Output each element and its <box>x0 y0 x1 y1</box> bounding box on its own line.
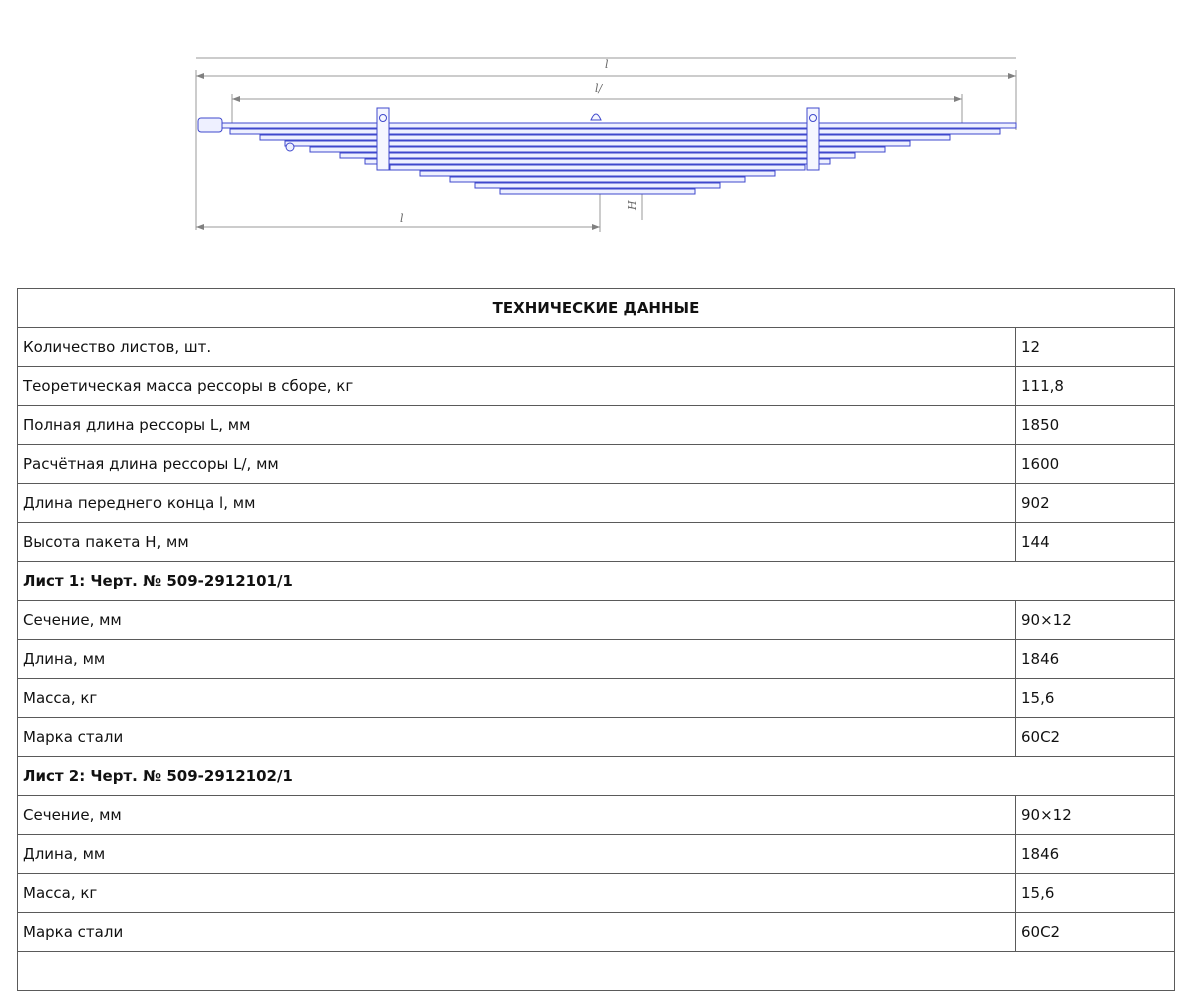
leaf-spring-svg <box>190 50 1020 240</box>
row-value: 1846 <box>1016 835 1175 874</box>
dim-label-design-length: l/ <box>595 82 603 95</box>
row-label: Количество листов, шт. <box>18 328 1016 367</box>
row-value: 90×12 <box>1016 601 1175 640</box>
row-label: Длина переднего конца l, мм <box>18 484 1016 523</box>
table-row <box>18 679 1175 718</box>
row-label: Длина, мм <box>18 835 1016 874</box>
row-value: 1850 <box>1016 406 1175 445</box>
row-value: 144 <box>1016 523 1175 562</box>
dim-label-height: H <box>626 200 639 210</box>
row-label: Сечение, мм <box>18 796 1016 835</box>
table-row <box>18 601 1175 640</box>
technical-data-table <box>17 288 1175 991</box>
row-value: 90×12 <box>1016 796 1175 835</box>
row-value: 902 <box>1016 484 1175 523</box>
row-label: Длина, мм <box>18 640 1016 679</box>
table-row <box>18 367 1175 406</box>
row-label: Масса, кг <box>18 874 1016 913</box>
next-section-row <box>18 952 1175 991</box>
row-value: 111,8 <box>1016 367 1175 406</box>
section-heading-row <box>18 757 1175 796</box>
row-label: Высота пакета H, мм <box>18 523 1016 562</box>
row-value: 15,6 <box>1016 874 1175 913</box>
table-row <box>18 874 1175 913</box>
row-value: 12 <box>1016 328 1175 367</box>
table-row <box>18 484 1175 523</box>
row-label: Марка стали <box>18 718 1016 757</box>
row-label: Сечение, мм <box>18 601 1016 640</box>
table-row-partial <box>18 952 1175 991</box>
dim-label-total-length: l <box>605 58 609 71</box>
table-row <box>18 640 1175 679</box>
row-value: 15,6 <box>1016 679 1175 718</box>
row-value: 60С2 <box>1016 718 1175 757</box>
row-value: 1846 <box>1016 640 1175 679</box>
spring-leaves <box>198 123 1016 194</box>
table-row <box>18 718 1175 757</box>
row-label: Расчётная длина рессоры L/, мм <box>18 445 1016 484</box>
table-row <box>18 406 1175 445</box>
row-label: Масса, кг <box>18 679 1016 718</box>
table-row <box>18 796 1175 835</box>
table-title-row <box>18 289 1175 328</box>
table-title: ТЕХНИЧЕСКИЕ ДАННЫЕ <box>18 289 1175 328</box>
table-row <box>18 328 1175 367</box>
table-row <box>18 523 1175 562</box>
row-value: 1600 <box>1016 445 1175 484</box>
table-row <box>18 445 1175 484</box>
row-label: Полная длина рессоры L, мм <box>18 406 1016 445</box>
row-label: Марка стали <box>18 913 1016 952</box>
leaf1-heading: Лист 1: Черт. № 509-2912101/1 <box>18 562 1175 601</box>
row-label: Теоретическая масса рессоры в сборе, кг <box>18 367 1016 406</box>
leaf-spring-drawing <box>190 50 1020 240</box>
table-row <box>18 913 1175 952</box>
section-heading-row <box>18 562 1175 601</box>
table-row <box>18 835 1175 874</box>
leaf2-heading: Лист 2: Черт. № 509-2912102/1 <box>18 757 1175 796</box>
dim-label-front-end: l <box>400 212 404 225</box>
row-value: 60С2 <box>1016 913 1175 952</box>
